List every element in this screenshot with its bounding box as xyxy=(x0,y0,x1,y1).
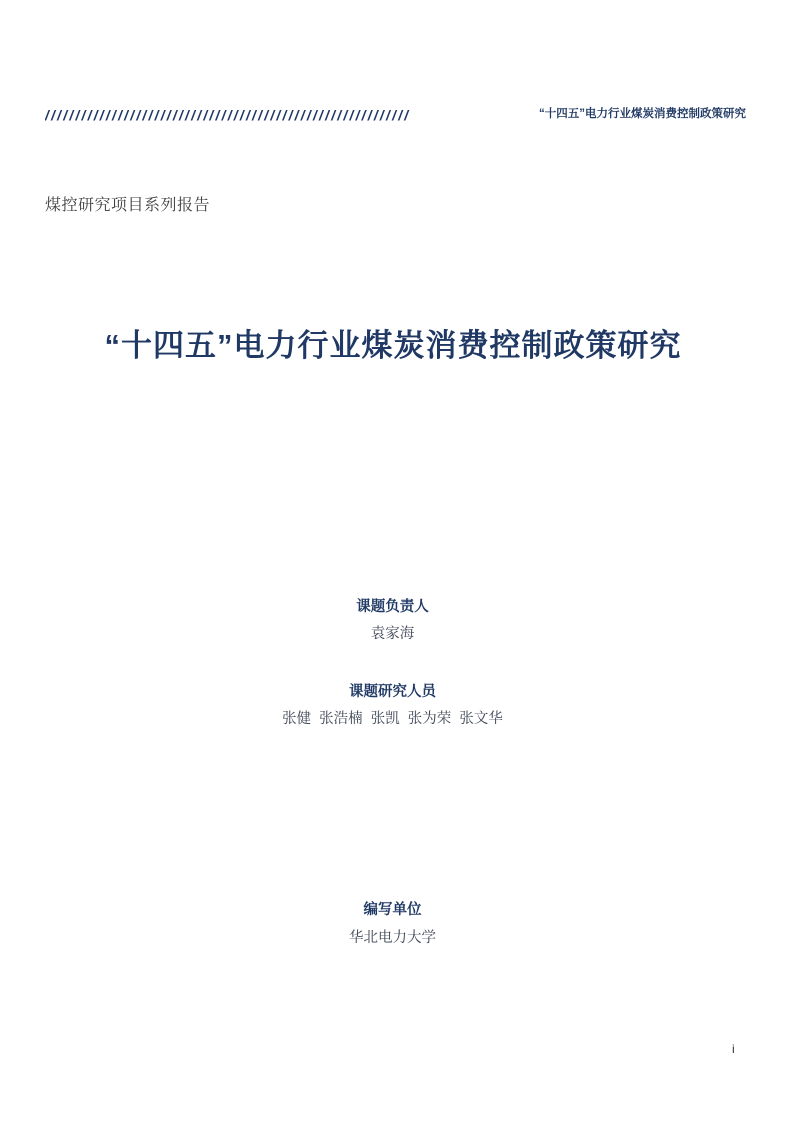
publisher-section-label: 编写单位 xyxy=(363,902,422,918)
cover-title: “十四五”电力行业煤炭消费控制政策研究 xyxy=(104,327,682,363)
publisher-name: 华北电力大学 xyxy=(349,930,436,946)
researchers-section-label: 课题研究人员 xyxy=(349,684,436,700)
series-label: 煤控研究项目系列报告 xyxy=(45,197,211,214)
leader-name: 袁家海 xyxy=(370,626,415,642)
header-running-title: “十四五”电力行业煤炭消费控制政策研究 xyxy=(539,108,746,121)
page-header xyxy=(45,104,746,126)
diagonal-hatch-pattern-icon: //////////////////////////////////////////////////////////// xyxy=(45,108,411,122)
page-number: i xyxy=(732,1042,735,1056)
researchers-names: 张健 张浩楠 张凯 张为荣 张文华 xyxy=(282,711,503,727)
leader-section-label: 课题负责人 xyxy=(356,599,429,615)
